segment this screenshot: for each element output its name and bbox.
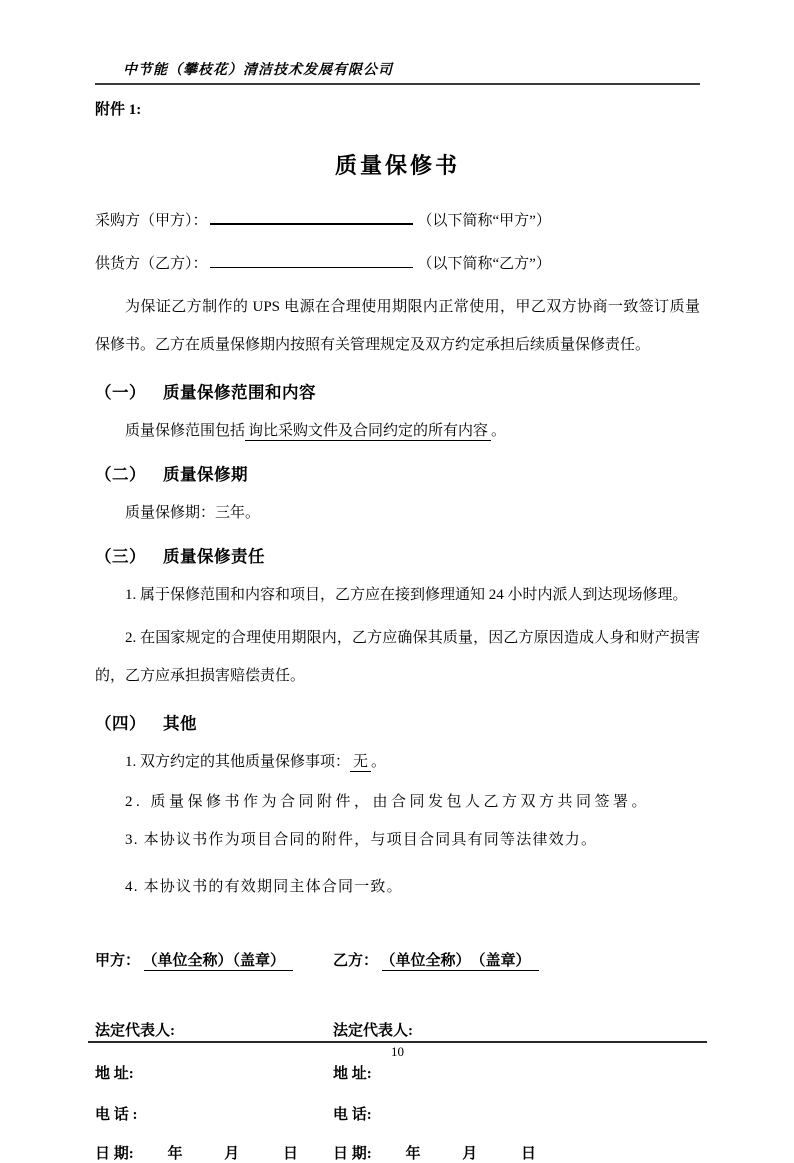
section-3-item-2: 2. 在国家规定的合理使用期限内，乙方应确保其质量，因乙方原因造成人身和财产损害的，乙方应承担损害赔偿责任。: [95, 629, 700, 684]
supplier-row: [95, 251, 700, 273]
section-4-item-1-prefix: 1. 双方约定的其他质量保修事项：: [125, 753, 351, 770]
party-b-month-label: 月: [462, 1145, 478, 1162]
party-b-phone-label: 电 话:: [333, 1106, 372, 1123]
page-footer: [88, 1041, 707, 1061]
section-2-heading: [95, 461, 700, 485]
party-a-year-label: 年: [167, 1145, 183, 1162]
section-3-number: （三）: [95, 546, 146, 566]
section-4-item-4: 4. 本协议书的有效期同主体合同一致。: [125, 878, 403, 895]
supplier-suffix: （以下简称“乙方”）: [417, 255, 551, 272]
document-header: [95, 0, 700, 85]
party-a-fill: （单位全称）（盖章）: [144, 953, 293, 971]
section-1-heading: [95, 379, 700, 403]
buyer-blank-field: [210, 207, 413, 225]
section-1-body-suffix: 。: [491, 422, 507, 439]
party-b-label: 乙方：: [333, 952, 379, 969]
party-b-address-label: 地 址:: [333, 1065, 372, 1082]
section-4-item-3: 3. 本协议书作为项目合同的附件，与项目合同具有同等法律效力。: [125, 831, 598, 848]
address-row: [95, 1062, 700, 1083]
party-b-fill: （单位全称） （盖章）: [382, 953, 539, 971]
company-name: 中节能（攀枝花）清洁技术发展有限公司: [123, 63, 393, 78]
buyer-suffix: （以下简称“甲方”）: [417, 212, 551, 229]
section-3-heading: [95, 543, 700, 567]
section-4-heading: [95, 710, 700, 734]
section-4-item-1-suffix: 。: [371, 753, 387, 770]
section-1-body-prefix: 质量保修范围包括: [125, 422, 246, 439]
party-a-month-label: 月: [224, 1145, 240, 1162]
date-row: [95, 1142, 700, 1163]
section-4-item-2: 2. 质量保修书作为合同附件，由合同发包人乙方双方共同签署。: [125, 793, 651, 810]
section-3-title: 质量保修责任: [163, 546, 265, 566]
party-a-date: [95, 1142, 333, 1163]
buyer-row: [95, 207, 700, 230]
party-b-day-label: 日: [521, 1145, 537, 1162]
party-a-legal-rep-label: 法定代表人:: [95, 1022, 175, 1039]
party-a-date-label: 日 期:: [95, 1145, 134, 1162]
supplier-label: 供货方（乙方）：: [95, 255, 208, 272]
phone-row: [95, 1103, 700, 1124]
page-number: 10: [391, 1044, 404, 1059]
party-b-legal-rep-label: 法定代表人:: [333, 1022, 413, 1039]
section-4-item-1-fill-value: 无: [350, 754, 371, 772]
section-4-number: （四）: [95, 713, 146, 733]
party-a-phone-label: 电 话 :: [95, 1106, 138, 1123]
party-a-label: 甲方：: [95, 952, 141, 969]
party-b-date: [333, 1142, 700, 1163]
party-b-date-label: 日 期:: [333, 1145, 372, 1162]
section-1-number: （一）: [95, 382, 146, 402]
section-4-item-1: [125, 747, 700, 777]
section-4-title: 其他: [163, 713, 197, 733]
section-2-title: 质量保修期: [163, 464, 248, 484]
section-1-body: [125, 416, 700, 446]
section-1-title: 质量保修范围和内容: [163, 382, 316, 402]
intro-paragraph: 为保证乙方制作的 UPS 电源在合理使用期限内正常使用，甲乙双方协商一致签订质量保修书。乙方在质量保修期内按照有关管理规定及双方约定承担后续质量保修责任。: [95, 298, 700, 353]
attachment-label: 附件 1:: [95, 102, 142, 118]
section-3-item-1: 1. 属于保修范围和内容和项目，乙方应在接到修理通知 24 小时内派人到达现场修理。: [125, 586, 688, 603]
section-2-number: （二）: [95, 464, 146, 484]
buyer-label: 采购方（甲方）：: [95, 212, 208, 229]
section-2-body: 质量保修期：三年。: [125, 504, 261, 521]
signature-party-row: [95, 949, 700, 970]
document-title: 质量保修书: [334, 153, 460, 178]
party-b-year-label: 年: [405, 1145, 421, 1162]
section-1-fill-value: 询比采购文件及合同约定的所有内容: [245, 423, 491, 441]
party-a-day-label: 日: [283, 1145, 299, 1162]
party-a-signature: [95, 949, 333, 970]
supplier-blank-field: [210, 251, 413, 268]
party-b-signature: [333, 949, 700, 970]
legal-rep-row: [95, 1019, 700, 1040]
party-a-address-label: 地 址:: [95, 1065, 134, 1082]
